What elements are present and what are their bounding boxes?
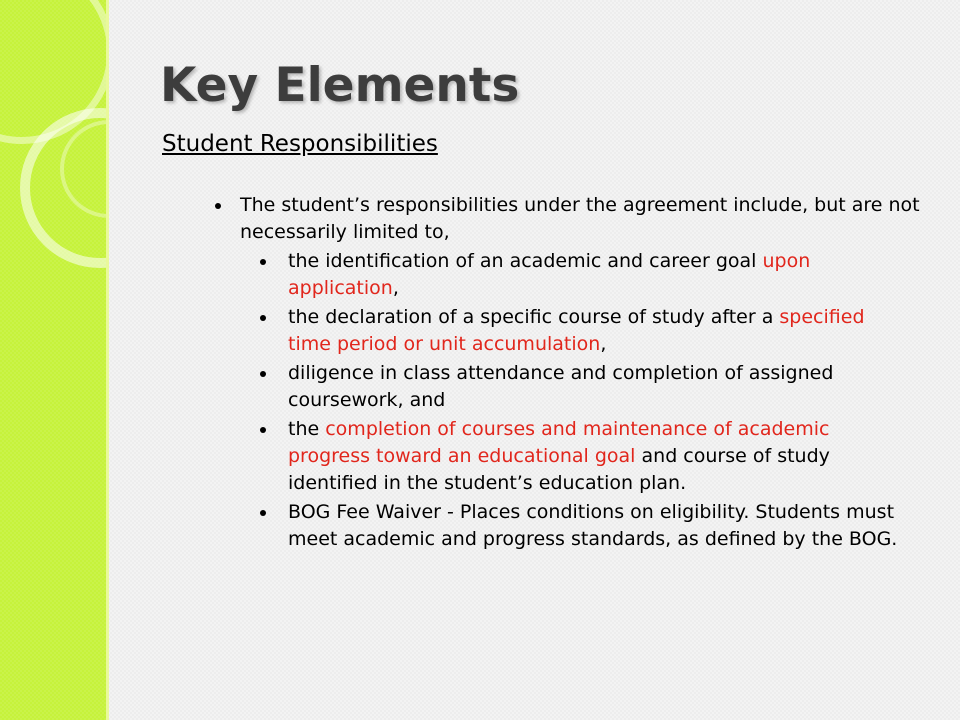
- bullet-text: diligence in class attendance and completion of assigned coursework, and: [288, 362, 834, 411]
- sub-bullet-item: [200, 360, 900, 414]
- bullet-text: the: [288, 418, 326, 440]
- slide-subtitle: Student Responsibilities: [162, 131, 438, 157]
- decorative-side-band: [0, 0, 106, 720]
- slide-title: Key Elements: [160, 58, 520, 113]
- sub-bullet-item: [200, 304, 900, 358]
- bullet-text: the identification of an academic and career goal: [288, 250, 763, 272]
- intro-text: The student’s responsibilities under the agreement include, but are not necessarily limited to,: [240, 194, 920, 243]
- bullet-text: and course of study identified in the student’s education plan.: [288, 445, 830, 494]
- highlighted-text: upon application: [288, 250, 811, 299]
- bullet-text: BOG Fee Waiver - Places conditions on eligibility. Students must meet academic and progress standards, as defined by the BOG.: [288, 501, 898, 550]
- sub-bullet-list: [200, 248, 920, 553]
- bullet-text: the declaration of a specific course of study after a: [288, 306, 780, 328]
- highlighted-text: completion of courses and maintenance of academic progress toward an educational goal: [288, 418, 830, 467]
- side-band-edge: [106, 0, 109, 720]
- intro-bullet: [200, 192, 920, 246]
- sub-bullet-item: [200, 416, 900, 497]
- bullet-list: [200, 192, 920, 246]
- bullet-text: ,: [600, 333, 607, 355]
- sub-bullet-item: [200, 248, 900, 302]
- sub-bullet-item: [200, 499, 900, 553]
- bullet-text: ,: [392, 277, 399, 299]
- slide-content: [200, 192, 920, 555]
- highlighted-text: specified time period or unit accumulation: [288, 306, 865, 355]
